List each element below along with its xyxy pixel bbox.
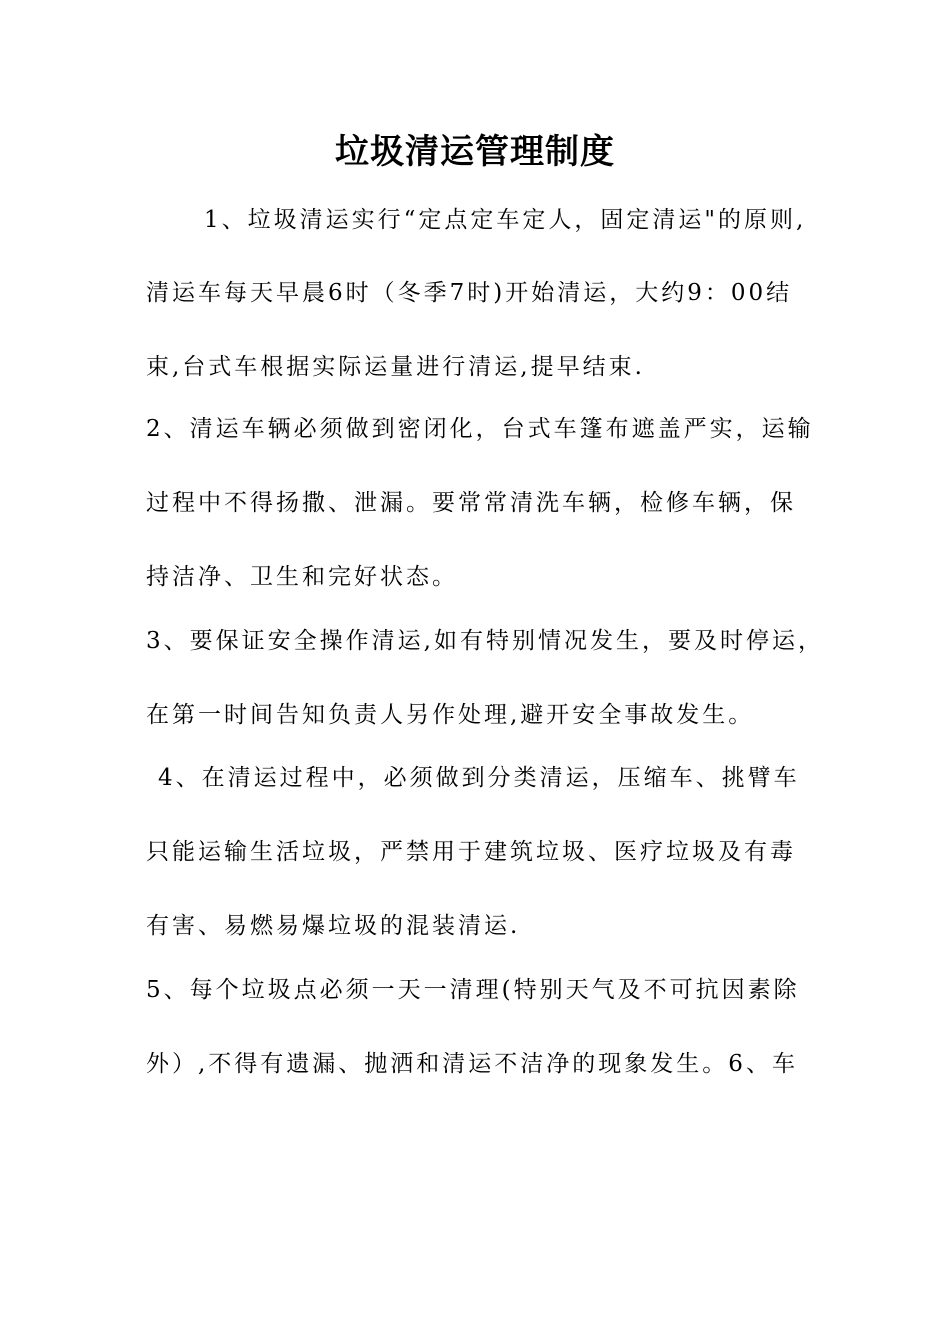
- paragraph-2-line-1: 2、清运车辆必须做到密闭化，台式车篷布遮盖严实，运输: [146, 416, 814, 442]
- paragraph-2-line-2: 过程中不得扬撒、泄漏。要常常清洗车辆，检修车辆，保: [146, 490, 796, 516]
- paragraph-4-line-2: 只能运输生活垃圾，严禁用于建筑垃圾、医疗垃圾及有毒: [146, 839, 796, 865]
- paragraph-4-line-3: 有害、易燃易爆垃圾的混装清运.: [146, 913, 521, 939]
- paragraph-3-line-2: 在第一时间告知负责人另作处理,避开安全事故发生。: [146, 702, 755, 728]
- paragraph-1-line-2: 清运车每天早晨6时（冬季7时)开始清运，大约9：00结: [146, 280, 793, 306]
- paragraph-5-line-2: 外）,不得有遗漏、抛洒和清运不洁净的现象发生。6、车: [146, 1051, 798, 1077]
- paragraph-4-line-1: 4、在清运过程中，必须做到分类清运，压缩车、挑臂车: [158, 765, 800, 791]
- paragraph-3-line-1: 3、要保证安全操作清运,如有特别情况发生，要及时停运，: [146, 628, 824, 654]
- paragraph-1-line-1: 1、垃圾清运实行“定点定车定人，固定清运"的原则,: [204, 207, 807, 233]
- paragraph-5-line-1: 5、每个垃圾点必须一天一清理(特别天气及不可抗因素除: [146, 977, 800, 1003]
- document-title: 垃圾清运管理制度: [335, 132, 615, 172]
- paragraph-1-line-3: 束,台式车根据实际运量进行清运,提早结束.: [146, 354, 645, 380]
- paragraph-2-line-3: 持洁净、卫生和完好状态。: [146, 564, 458, 590]
